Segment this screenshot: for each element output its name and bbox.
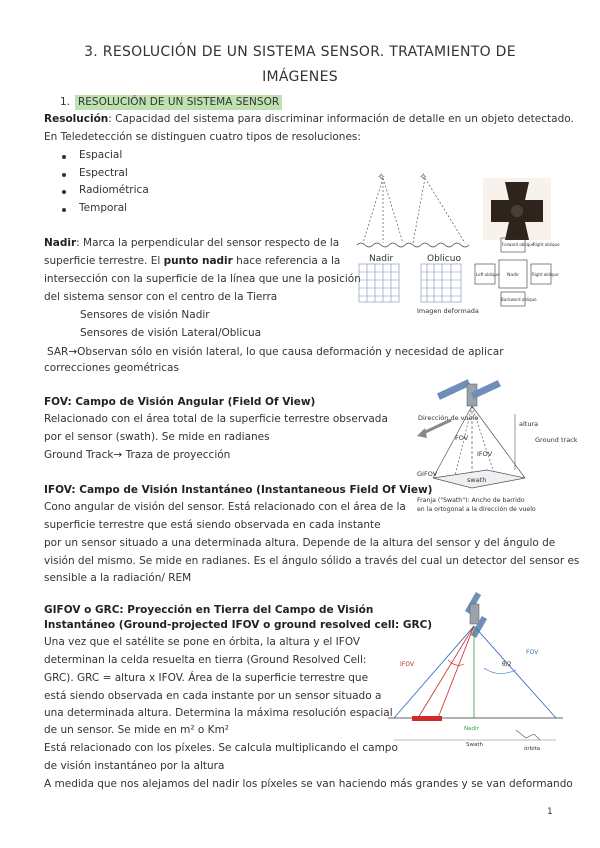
svg-text:FOV: FOV <box>455 434 469 442</box>
svg-text:Backward oblique: Backward oblique <box>501 297 537 302</box>
gifov-figure <box>388 590 568 755</box>
svg-text:Forward oblique: Forward oblique <box>502 242 535 247</box>
svg-text:✧: ✧ <box>377 172 386 183</box>
list-item: Radiométrica <box>79 184 149 196</box>
svg-text:✧: ✧ <box>419 172 428 183</box>
resolucion-intro: En Teledetección se distinguen cuatro tipos de resoluciones: <box>44 131 361 143</box>
gifov-line4: está siendo observada en cada instante por un sensor situado a <box>44 690 382 702</box>
fov-line3: Ground Track→ Traza de proyección <box>44 449 231 461</box>
bullet <box>62 173 66 177</box>
ifov-line4: visión del mismo. Se mide en radianes. Es el ángulo sólido a través del cual un detector del sensor es <box>44 555 580 567</box>
fov-line1: Relacionado con el área total de la superficie terrestre observada <box>44 413 388 425</box>
page-title-line2: IMÁGENES <box>262 69 338 85</box>
gifov-line2: determinan la celda resuelta en tierra (Ground Resolved Cell: <box>44 654 367 666</box>
svg-text:IFOV: IFOV <box>477 450 493 458</box>
fov-heading: FOV: Campo de Visión Angular (Field Of View) <box>44 396 316 408</box>
svg-text:Franja ("Swath"): Ancho de bar: Franja ("Swath"): Ancho de barrido <box>417 497 525 504</box>
oblique-label: Oblicuo <box>427 254 461 264</box>
gifov-line9: A medida que nos alejamos del nadir los píxeles se van haciendo más grandes y se van deformando <box>44 778 573 790</box>
svg-text:Dirección de vuelo: Dirección de vuelo <box>418 414 479 422</box>
nadir-line1: Nadir: Marca la perpendicular del sensor respecto de la <box>44 237 340 249</box>
gifov-line7: Está relacionado con los píxeles. Se calcula multiplicando el campo <box>44 742 398 754</box>
ifov-line1: Cono angular de visión del sensor. Está relacionado con el área de la <box>44 501 406 513</box>
resolucion-paragraph: Resolución: Capacidad del sistema para discriminar información de detalle en un objeto detectado. <box>44 113 574 125</box>
fov-swath-figure <box>415 380 578 525</box>
svg-text:θ/2: θ/2 <box>502 661 512 668</box>
page-number: 1 <box>547 807 553 817</box>
svg-text:altura: altura <box>519 420 539 428</box>
gifov-line8: de visión instantáneo por la altura <box>44 760 225 772</box>
list-item: Espacial <box>79 149 123 161</box>
nadir-label: Nadir <box>369 254 394 264</box>
bullet <box>62 155 66 159</box>
list-item: Temporal <box>79 202 128 214</box>
nadir-line2: superficie terrestre. El punto nadir hace referencia a la <box>44 255 341 267</box>
ifov-heading: IFOV: Campo de Visión Instantáneo (Instantaneous Field Of View) <box>44 484 433 496</box>
svg-text:Ground track: Ground track <box>535 436 578 444</box>
gifov-line5: una determinada altura. Determina la máxima resolución espacial <box>44 707 393 719</box>
page-title: 3. RESOLUCIÓN DE UN SISTEMA SENSOR. TRATAMIENTO DE <box>84 44 516 60</box>
svg-text:FOV: FOV <box>526 649 539 656</box>
svg-text:Left oblique: Left oblique <box>476 272 500 277</box>
nadir-sub1: Sensores de visión Nadir <box>80 309 210 321</box>
bullet <box>62 190 66 194</box>
svg-text:Nadir: Nadir <box>464 726 479 732</box>
svg-text:Right oblique: Right oblique <box>532 272 559 277</box>
nadir-oblique-figure <box>355 168 560 320</box>
list-item: Espectral <box>79 167 128 179</box>
deformed-label: Imagen deformada <box>417 307 479 315</box>
svg-text:GIFOV: GIFOV <box>417 470 438 478</box>
ifov-line5: sensible a la radiación/ REM <box>44 572 192 584</box>
svg-text:órbita: órbita <box>524 746 541 752</box>
fov-line2: por el sensor (swath). Se mide en radianes <box>44 431 270 443</box>
svg-text:swath: swath <box>467 476 487 484</box>
svg-text:IFOV: IFOV <box>400 661 414 668</box>
sar-line2: correcciones geométricas <box>44 362 179 374</box>
svg-text:Right oblique: Right oblique <box>533 242 560 247</box>
gifov-heading2: Instantáneo (Ground-projected IFOV o ground resolved cell: GRC) <box>44 619 433 631</box>
nadir-sub2: Sensores de visión Lateral/Oblicua <box>80 327 262 339</box>
nadir-line3: intersección con la superficie de la línea que une la posición <box>44 273 361 285</box>
bullet <box>62 208 66 212</box>
ifov-line2: superficie terrestre que está siendo observada en cada instante <box>44 519 381 531</box>
gifov-line1: Una vez que el satélite se pone en órbita, la altura y el IFOV <box>44 636 361 648</box>
svg-text:en la ortogonal a la dirección: en la ortogonal a la dirección de vuelo <box>417 506 536 513</box>
gifov-heading1: GIFOV o GRC: Proyección en Tierra del Campo de Visión <box>44 604 374 616</box>
gifov-line3: GRC). GRC = altura x IFOV. Área de la superficie terrestre que <box>44 672 369 684</box>
svg-text:Nadir: Nadir <box>507 273 520 278</box>
ifov-line3: por un sensor situado a una determinada altura. Depende de la altura del sensor y del ángulo de <box>44 537 556 549</box>
nadir-line4: del sistema sensor con el centro de la Tierra <box>44 291 278 303</box>
section-heading: RESOLUCIÓN DE UN SISTEMA SENSOR <box>75 95 282 110</box>
sar-line1: SAR→Observan sólo en visión lateral, lo que causa deformación y necesidad de aplicar <box>47 346 504 358</box>
gifov-line6: de un sensor. Se mide en m² o Km² <box>44 724 230 736</box>
section-number: 1. <box>60 96 71 108</box>
svg-text:Swath: Swath <box>466 742 484 748</box>
